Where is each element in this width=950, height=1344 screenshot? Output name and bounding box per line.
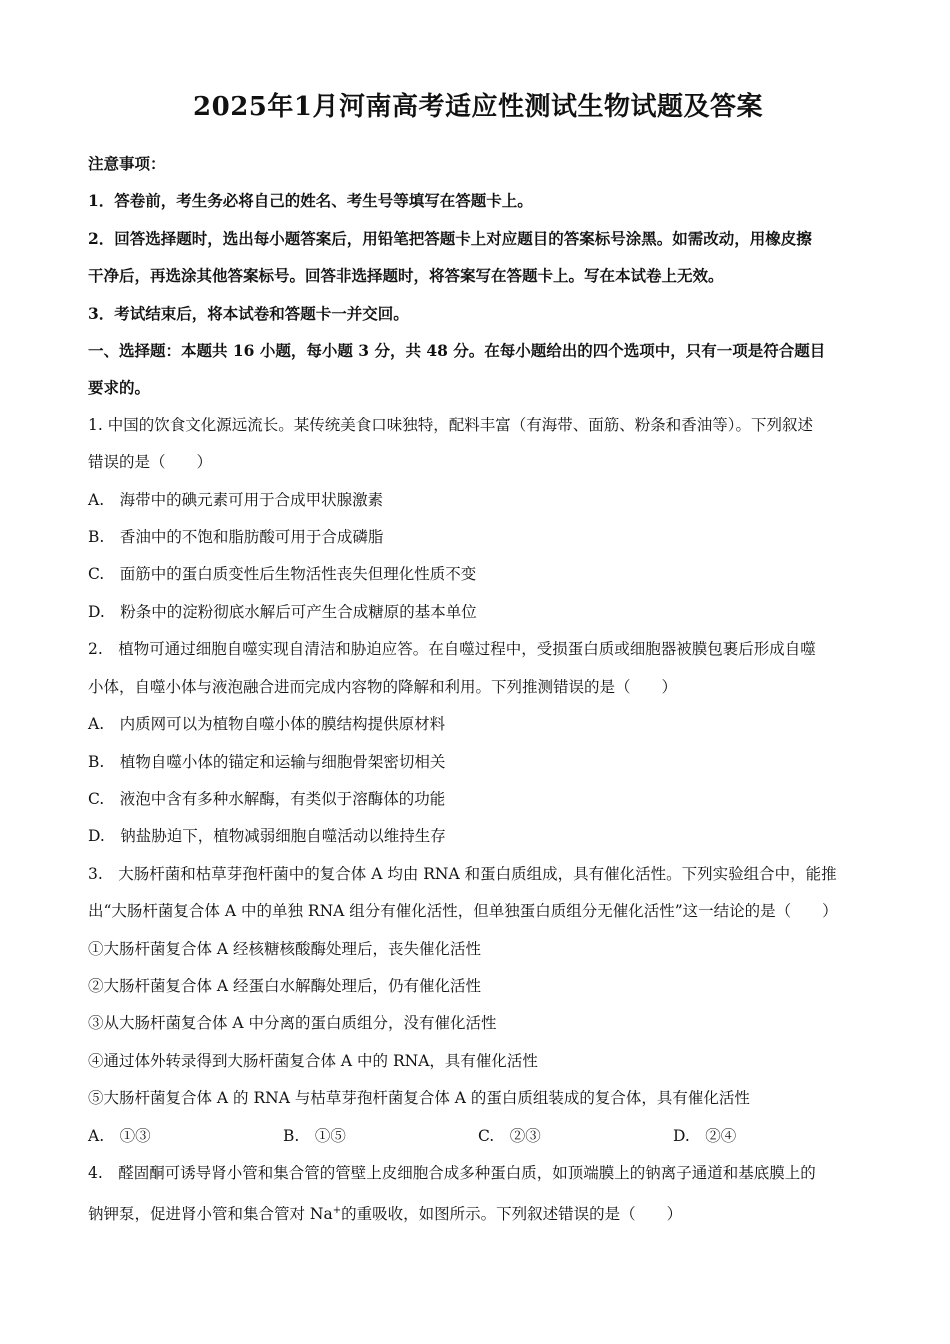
- page-title: 2025年1月河南高考适应性测试生物试题及答案: [193, 92, 763, 122]
- question-3-option-d: D. ②④: [673, 1126, 737, 1145]
- question-3-stem-line-2: 出“大肠杆菌复合体 A 中的单独 RNA 组分有催化活性，但单独蛋白质组分无催化活性”这一结论的是（ ）: [88, 902, 838, 921]
- question-4-text-part-b: 的重吸收，如图所示。下列叙述错误的是（ ）: [341, 1205, 683, 1224]
- question-3-options-row: [88, 1118, 868, 1155]
- question-3-option-c: C. ②③: [478, 1126, 541, 1145]
- sodium-charge-superscript: +: [332, 1205, 342, 1217]
- question-2-stem-line-2: 小体，自噬小体与液泡融合进而完成内容物的降解和利用。下列推测错误的是（ ）: [88, 677, 678, 696]
- notice-heading: 注意事项：: [88, 154, 166, 173]
- question-2-option-a: A. 内质网可以为植物自噬小体的膜结构提供原材料: [88, 715, 446, 734]
- question-1-option-a: A. 海带中的碘元素可用于合成甲状腺激素: [88, 490, 384, 509]
- question-3-statement-4: ④通过体外转录得到大肠杆菌复合体 A 中的 RNA，具有催化活性: [88, 1051, 538, 1070]
- question-1-stem-line-1: 1. 中国的饮食文化源远流长。某传统美食口味独特，配料丰富（有海带、面筋、粉条和香油等）。下列叙述: [88, 415, 813, 434]
- notice-item-2-line-2: 干净后，再选涂其他答案标号。回答非选择题时，将答案写在答题卡上。写在本试卷上无效。: [88, 266, 724, 286]
- question-3-statement-1: ①大肠杆菌复合体 A 经核糖核酸酶处理后，丧失催化活性: [88, 939, 482, 958]
- question-3-stem-line-1: 3. 大肠杆菌和枯草芽孢杆菌中的复合体 A 均由 RNA 和蛋白质组成，具有催化活性。下列实验组合中，能推: [88, 864, 837, 883]
- question-1-option-b: B. 香油中的不饱和脂肪酸可用于合成磷脂: [88, 528, 384, 547]
- question-4-stem-line-2: [88, 1192, 868, 1234]
- question-3-statement-3: ③从大肠杆菌复合体 A 中分离的蛋白质组分，没有催化活性: [88, 1014, 497, 1033]
- question-4-text-part-a: 钠钾泵，促进肾小管和集合管对 Na: [88, 1205, 333, 1224]
- question-1-option-d: D. 粉条中的淀粉彻底水解后可产生合成糖原的基本单位: [88, 602, 477, 621]
- question-3-statement-2: ②大肠杆菌复合体 A 经蛋白水解酶处理后，仍有催化活性: [88, 976, 482, 995]
- question-3-option-b: B. ①⑤: [283, 1126, 346, 1145]
- notice-item-1: 1．答卷前，考生务必将自己的姓名、考生号等填写在答题卡上。: [88, 191, 533, 211]
- question-2-stem-line-1: 2. 植物可通过细胞自噬实现自清洁和胁迫应答。在自噬过程中，受损蛋白质或细胞器被膜包裹后形成自噬: [88, 640, 816, 659]
- question-1-stem-line-2: 错误的是（ ）: [88, 453, 213, 472]
- section-heading-line-1: 一、选择题：本题共 16 小题，每小题 3 分，共 48 分。在每小题给出的四个选项中，只有一项是符合题目: [88, 341, 826, 361]
- notice-item-2-line-1: 2．回答选择题时，选出每小题答案后，用铅笔把答题卡上对应题目的答案标号涂黑。如需改动，用橡皮擦: [88, 228, 812, 248]
- question-2-option-b: B. 植物自噬小体的锚定和运输与细胞骨架密切相关: [88, 752, 446, 771]
- question-3-option-a: A. ①③: [88, 1126, 151, 1145]
- question-2-option-d: D. 钠盐胁迫下，植物减弱细胞自噬活动以维持生存: [88, 827, 446, 846]
- question-3-statement-5: ⑤大肠杆菌复合体 A 的 RNA 与枯草芽孢杆菌复合体 A 的蛋白质组装成的复合体，具有催化活性: [88, 1089, 750, 1108]
- question-4-stem-line-1: 4. 醛固酮可诱导肾小管和集合管的管壁上皮细胞合成多种蛋白质，如顶端膜上的钠离子通道和基底膜上的: [88, 1163, 816, 1182]
- question-1-option-c: C. 面筋中的蛋白质变性后生物活性丧失但理化性质不变: [88, 565, 477, 584]
- notice-item-3: 3．考试结束后，将本试卷和答题卡一并交回。: [88, 303, 409, 323]
- section-heading-line-2: 要求的。: [88, 378, 151, 398]
- question-2-option-c: C. 液泡中含有多种水解酶，有类似于溶酶体的功能: [88, 789, 446, 808]
